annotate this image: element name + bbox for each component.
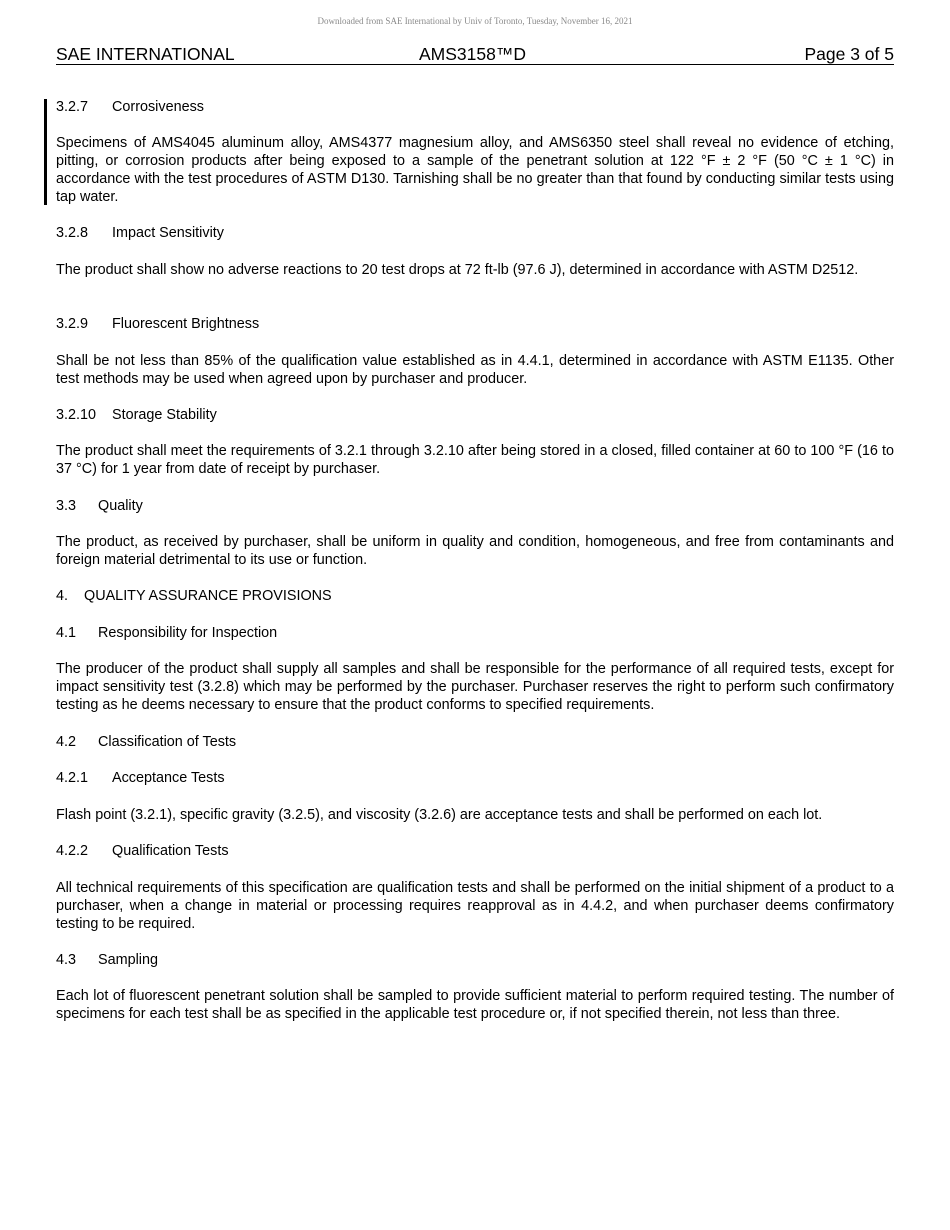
paragraph-4-2-1: Flash point (3.2.1), specific gravity (3.2.5), and viscosity (3.2.6) are acceptance tests and shall be performed on each lot. xyxy=(56,807,823,823)
section-number: 4.2 xyxy=(56,734,77,750)
section-title: Storage Stability xyxy=(112,407,217,423)
revision-change-bar xyxy=(44,99,47,205)
section-number: 4.2.2 xyxy=(56,843,89,859)
section-number: 4.3 xyxy=(56,952,77,968)
section-title: Corrosiveness xyxy=(112,99,204,115)
header-doc-id: AMS3158™D xyxy=(419,44,526,64)
paragraph-3-2-10: The product shall meet the requirements of 3.2.1 through 3.2.10 after being stored in a closed, filled container at 60 to 100 °F (16 to 37 °C) for 1 year from date of receipt by purchaser. xyxy=(56,443,894,477)
paragraph-4-3: Each lot of fluorescent penetrant solution shall be sampled to provide sufficient material to perform required testing. The number of specimens for each test shall be as specified in the applicable test procedure or, if not specified therein, not less than three. xyxy=(56,988,894,1022)
section-title: Impact Sensitivity xyxy=(112,225,224,241)
header-page-number: Page 3 of 5 xyxy=(804,44,894,64)
heading-4-1 xyxy=(56,624,894,642)
heading-3-2-8 xyxy=(56,224,894,242)
heading-4-2-1 xyxy=(56,769,894,787)
heading-3-2-10 xyxy=(56,406,894,424)
section-number: 3.2.10 xyxy=(56,407,97,423)
heading-3-2-9 xyxy=(56,315,894,333)
heading-4-2-2 xyxy=(56,842,894,860)
section-number: 3.3 xyxy=(56,498,77,514)
section-title: Quality xyxy=(98,498,143,514)
paragraph-3-2-9: Shall be not less than 85% of the qualification value established as in 4.4.1, determined in accordance with ASTM E1135. Other test methods may be used when agreed upon by purchaser and producer. xyxy=(56,353,894,387)
section-title: Classification of Tests xyxy=(98,734,237,750)
paragraph-3-2-8: The product shall show no adverse reactions to 20 test drops at 72 ft-lb (97.6 J), determined in accordance with ASTM D2512. xyxy=(56,262,859,278)
section-title: Qualification Tests xyxy=(112,843,229,859)
heading-3-3 xyxy=(56,497,894,515)
paragraph-4-2-2: All technical requirements of this specification are qualification tests and shall be performed on the initial shipment of a product to a purchaser, when a change in material or processing requires reapproval as in 4.4.2, and when purchaser deems confirmatory testing to be required. xyxy=(56,880,894,932)
section-title: Fluorescent Brightness xyxy=(112,316,260,332)
heading-4 xyxy=(56,587,894,605)
section-title: Sampling xyxy=(98,952,158,968)
section-number: 3.2.7 xyxy=(56,99,89,115)
section-number: 4. xyxy=(56,588,69,604)
heading-4-3 xyxy=(56,951,894,969)
section-number: 3.2.9 xyxy=(56,316,89,332)
heading-4-2 xyxy=(56,733,894,751)
page-header xyxy=(56,44,894,65)
section-number: 4.1 xyxy=(56,625,77,641)
paragraph-4-1: The producer of the product shall supply all samples and shall be responsible for the performance of all required tests, except for impact sensitivity test (3.2.8) which may be performed by the purchaser. Purchaser reserves the right to perform such confirmatory testing as he deems necessary to ensure that the product conforms to specified requirements. xyxy=(56,661,894,713)
paragraph-3-2-7: Specimens of AMS4045 aluminum alloy, AMS4377 magnesium alloy, and AMS6350 steel shall reveal no evidence of etching, pitting, or corrosion products after being exposed to a sample of the penetrant solution at 122 °F ± 2 °F (50 °C ± 1 °C) in accordance with the test procedures of ASTM D130. Tarnishing shall be no greater than that found by conducting similar tests using tap water. xyxy=(56,135,894,205)
section-title: Acceptance Tests xyxy=(112,770,225,786)
download-watermark: Downloaded from SAE International by Univ of Toronto, Tuesday, November 16, 2021 xyxy=(317,16,633,26)
section-number: 3.2.8 xyxy=(56,225,89,241)
paragraph-3-3: The product, as received by purchaser, shall be uniform in quality and condition, homogeneous, and free from contaminants and foreign material detrimental to its use or function. xyxy=(56,534,894,568)
section-title: Responsibility for Inspection xyxy=(98,625,278,641)
section-number: 4.2.1 xyxy=(56,770,89,786)
header-org: SAE INTERNATIONAL xyxy=(56,44,235,64)
section-title: QUALITY ASSURANCE PROVISIONS xyxy=(84,588,332,604)
heading-3-2-7 xyxy=(56,98,894,116)
